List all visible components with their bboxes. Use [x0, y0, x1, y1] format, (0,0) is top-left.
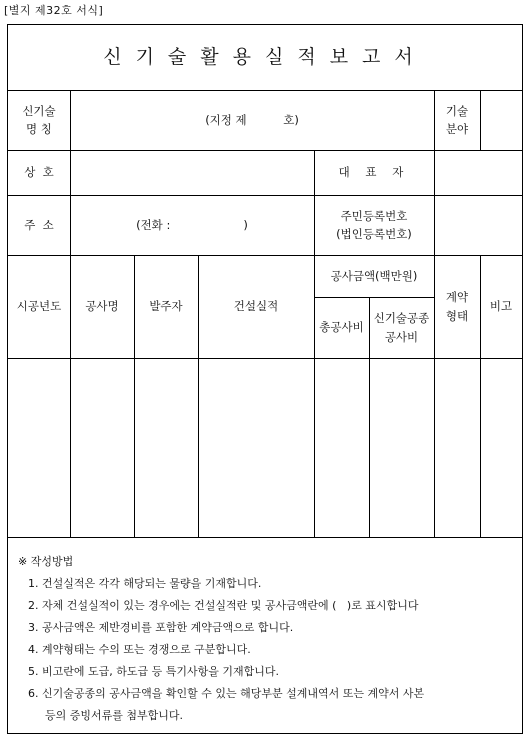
- col-client: 발주자: [149, 299, 183, 314]
- data-row[interactable]: [8, 358, 522, 537]
- instruction-item: 1. 건설실적은 각각 해당되는 물량을 기재합니다.: [28, 577, 262, 590]
- form-title: 신기술활용실적보고서: [103, 46, 427, 69]
- col-remarks: 비고: [489, 299, 513, 314]
- divider: [8, 537, 522, 538]
- instruction-item: 3. 공사금액은 제반경비를 포함한 계약금액으로 합니다.: [28, 621, 294, 634]
- col-construction-performance: 건설실적: [233, 299, 279, 314]
- registration-number-label: 주민등록번호 (법인등록번호): [336, 208, 412, 241]
- instruction-item: 4. 계약형태는 수의 또는 경쟁으로 구분합니다.: [28, 643, 251, 656]
- instruction-item: 5. 비고란에 도급, 하도급 등 특기사항을 기재합니다.: [28, 665, 279, 678]
- instruction-item: 2. 자체 건설실적이 있는 경우에는 건설실적란 및 공사금액란에 ( )로 표시합니다: [28, 599, 419, 612]
- col-project-name: 공사명: [85, 299, 119, 314]
- registration-number-input[interactable]: [434, 195, 522, 255]
- instructions: [18, 551, 518, 727]
- address-label: 주 소: [24, 217, 54, 232]
- instructions-heading: ※ 작성방법: [18, 555, 74, 568]
- company-label: 상 호: [24, 165, 54, 180]
- tech-name-label: 신기술 명 칭: [22, 103, 56, 136]
- col-construction-year: 시공년도: [16, 299, 62, 314]
- representative-input[interactable]: [434, 150, 522, 195]
- instruction-item-continuation: 등의 증빙서류를 첨부합니다.: [45, 709, 184, 722]
- col-newtech-cost: 신기술공종 공사비: [373, 311, 430, 344]
- phone-text: (전화 : ): [136, 217, 248, 232]
- designation-text: (지정 제 호): [205, 112, 299, 127]
- company-input[interactable]: [70, 150, 314, 195]
- tech-field-input[interactable]: [480, 90, 522, 150]
- col-amount-group: 공사금액(백만원): [330, 268, 418, 283]
- col-total-cost: 총공사비: [319, 320, 364, 335]
- representative-label: 대 표 자: [338, 165, 410, 180]
- instructions-list: [18, 573, 518, 727]
- form-number: [별지 제32호 서식]: [4, 4, 104, 17]
- instruction-item: 6. 신기술공종의 공사금액을 확인할 수 있는 해당부분 설계내역서 또는 계약서 사본: [28, 687, 425, 700]
- tech-field-label: 기술 분야: [445, 103, 469, 136]
- col-contract-type: 계약 형태: [445, 290, 469, 323]
